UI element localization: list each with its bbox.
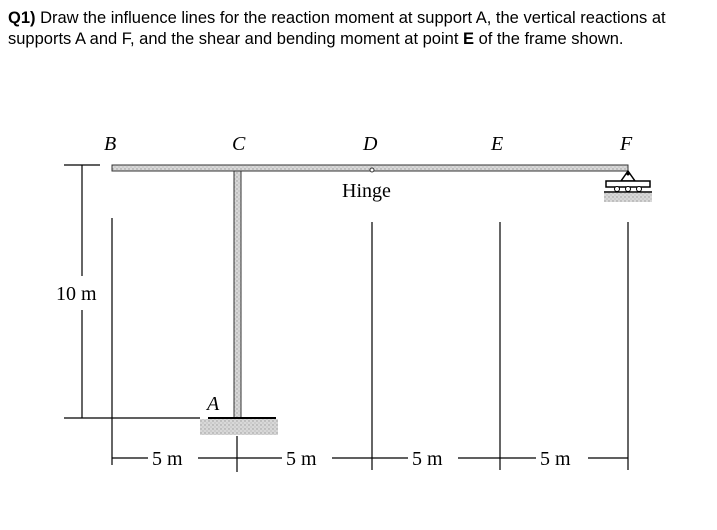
label-e: E <box>491 133 504 155</box>
label-d: D <box>363 133 378 155</box>
question-body-part2: of the frame shown. <box>474 30 624 48</box>
label-a: A <box>207 393 220 415</box>
label-c: C <box>232 133 246 155</box>
span-label-2: 5 m <box>286 448 317 470</box>
label-b: B <box>104 133 117 155</box>
roller-support-f <box>604 171 652 202</box>
question-point: E <box>462 30 474 48</box>
column <box>234 171 241 418</box>
span-label-4: 5 m <box>540 448 571 470</box>
question-body-part1: Draw the influence lines for the reaction moment at support A, the vertical reactions at supports A and F, and the shear and bending moment at point <box>8 9 666 48</box>
hinge-symbol <box>370 168 374 172</box>
label-hinge: Hinge <box>342 180 391 202</box>
fixed-support-a <box>200 418 278 435</box>
span-label-1: 5 m <box>152 448 183 470</box>
span-label-3: 5 m <box>412 448 443 470</box>
question-number: Q1) <box>8 9 36 27</box>
label-height: 10 m <box>56 283 97 305</box>
label-f: F <box>620 133 633 155</box>
